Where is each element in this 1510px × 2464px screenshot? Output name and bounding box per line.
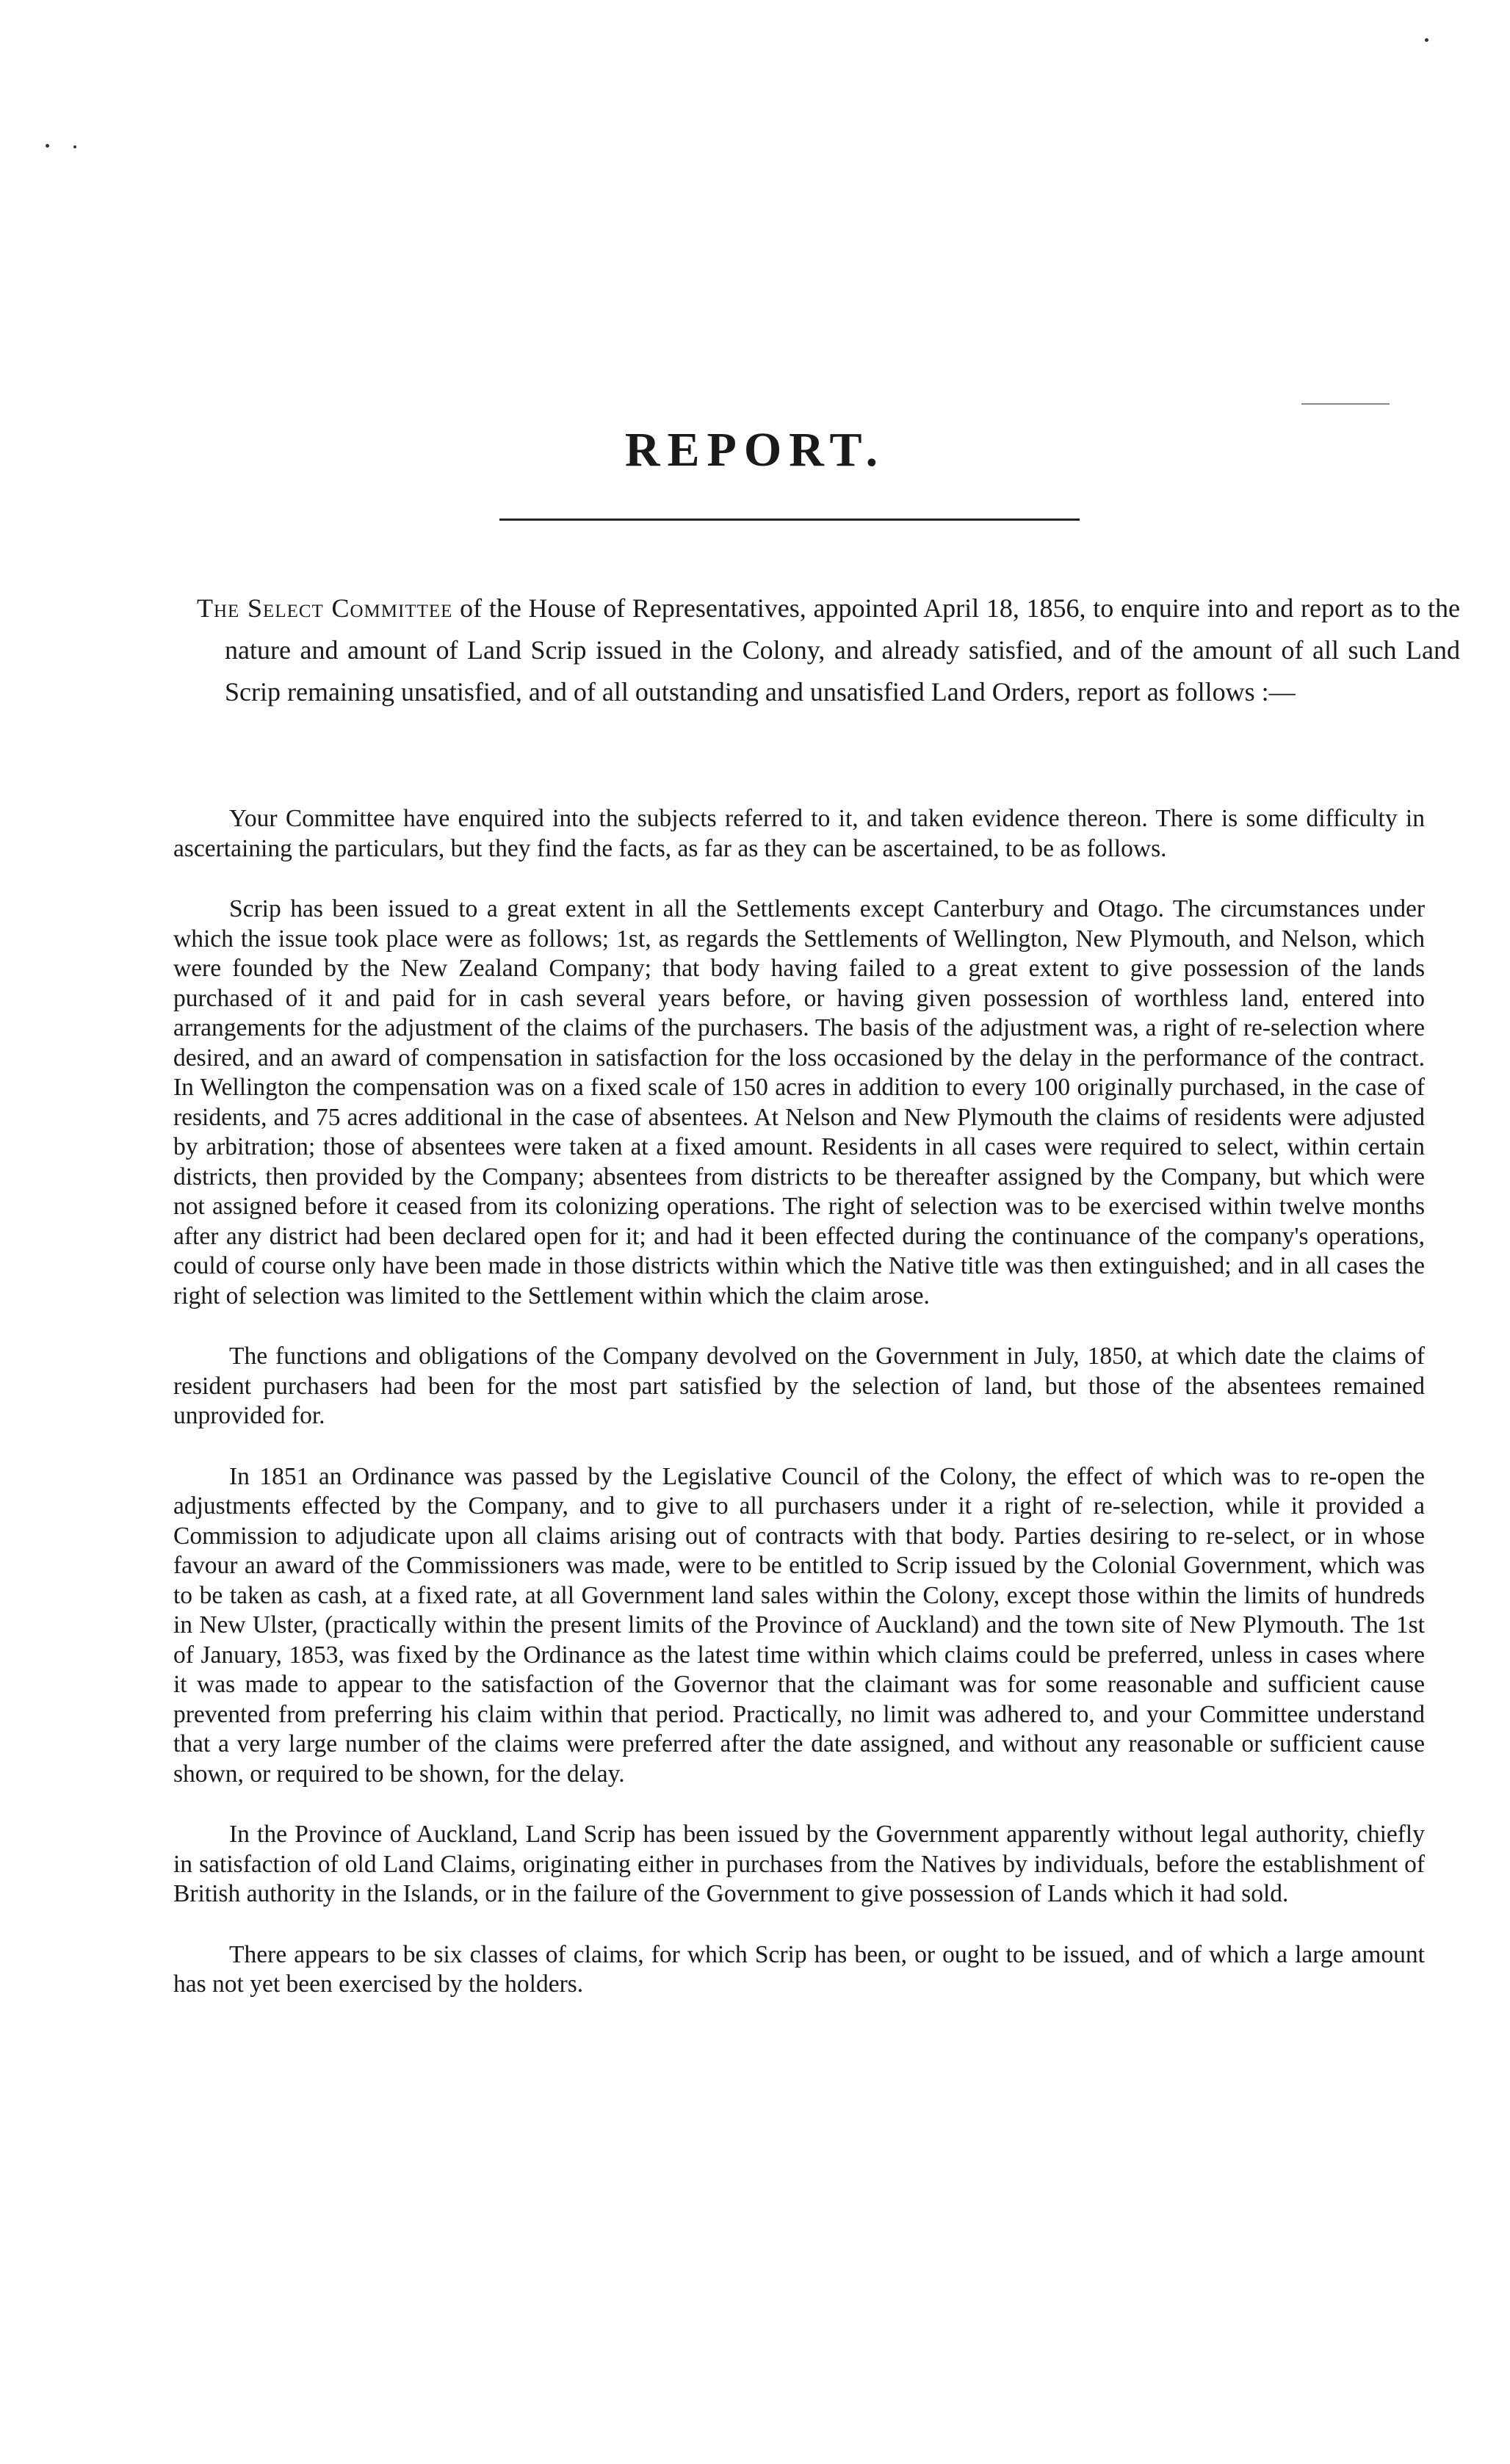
report-body: [173, 804, 1425, 2031]
paragraph-enquiry: Your Committee have enquired into the subjects referred to it, and taken evidence thereon. There is some difficulty in ascertaining the particulars, but they find the facts, as far as they can be ascertained, to be as follows.: [173, 805, 1425, 862]
heading-text: of the House of Representatives, appointed April 18, 1856, to enquire into and report as to the nature and amount of Land Scrip issued in the Colony, and already satisfied, and of the amount of all such Land Scrip remaining unsatisfied, and of all outstanding and unsatisfied Land Orders, report as follows :—: [225, 593, 1461, 707]
report-title: REPORT.: [624, 423, 886, 477]
paragraph-auckland: In the Province of Auckland, Land Scrip has been issued by the Government apparently without legal authority, chiefly in satisfaction of old Land Claims, originating either in purchases from the Natives by individuals, before the establishment of British authority in the Islands, or in the failure of the Government to give possession of Lands which it had sold.: [173, 1821, 1425, 1907]
title-rule: [499, 519, 1080, 521]
committee-heading: [197, 588, 1460, 713]
scan-speck: [1425, 38, 1428, 42]
paragraph-scrip-issue: Scrip has been issued to a great extent in all the Settlements except Canterbury and Otago. The circumstances under which the issue took place were as follows; 1st, as regards the Settlements of Wellington, New Plymouth, and Nelson, which were founded by the New Zealand Company; that body having failed to a great extent to give possession of the lands purchased of it and paid for in cash several years before, or having given possession of worthless land, entered into arrangements for the adjustment of the claims of the purchasers. The basis of the adjustment was, a right of re-selection where desired, and an award of compensation in satisfaction for the loss occasioned by the delay in the performance of the contract. In Wellington the compensation was on a fixed scale of 150 acres in addition to every 100 originally purchased, in the case of residents, and 75 acres additional in the case of absentees. At Nelson and New Plymouth the claims of residents were adjusted by arbitration; those of absentees were taken at a fixed amount. Residents in all cases were required to select, within certain districts, then provided by the Company; absentees from districts to be thereafter assigned by the Company, but which were not assigned before it ceased from its colonizing operations. The right of selection was to be exercised within twelve months after any district had been declared open for it; and had it been effected during the continuance of the company's operations, could of course only have been made in those districts within which the Native title was then extinguished; and in all cases the right of selection was limited to the Settlement within which the claim arose.: [173, 895, 1425, 1309]
paragraph-company-functions: The functions and obligations of the Company devolved on the Government in July, 1850, at which date the claims of resident purchasers had been for the most part satisfied by the selection of land, but those of the absentees remained unprovided for.: [173, 1343, 1425, 1429]
paragraph-six-classes: There appears to be six classes of claims, for which Scrip has been, or ought to be issued, and of which a large amount has not yet been exercised by the holders.: [173, 1940, 1425, 1998]
scan-speck: [46, 144, 49, 148]
scan-speck: [73, 145, 76, 148]
heading-lead: The Select Committee: [197, 593, 453, 623]
scan-mark: [1301, 403, 1390, 405]
paragraph-ordinance-1851: In 1851 an Ordinance was passed by the Legislative Council of the Colony, the effect of which was to re-open the adjustments effected by the Company, and to give to all purchasers under it a right of re-selection, while it provided a Commission to adjudicate upon all claims arising out of contracts with that body. Parties desiring to re-select, or in whose favour an award of the Commissioners was made, were to be entitled to Scrip issued by the Colonial Government, which was to be taken as cash, at a fixed rate, at all Government land sales within the Colony, except those within the limits of hundreds in New Ulster, (practically within the present limits of the Province of Auckland) and the town site of New Plymouth. The 1st of January, 1853, was fixed by the Ordinance as the latest time within which claims could be preferred, unless in cases where it was made to appear to the satisfaction of the Governor that the claimant was for some reasonable and sufficient cause prevented from preferring his claim within that period. Practically, no limit was adhered to, and your Committee understand that a very large number of the claims were preferred after the date assigned, and without any reasonable or sufficient cause shown, or required to be shown, for the delay.: [173, 1462, 1425, 1788]
